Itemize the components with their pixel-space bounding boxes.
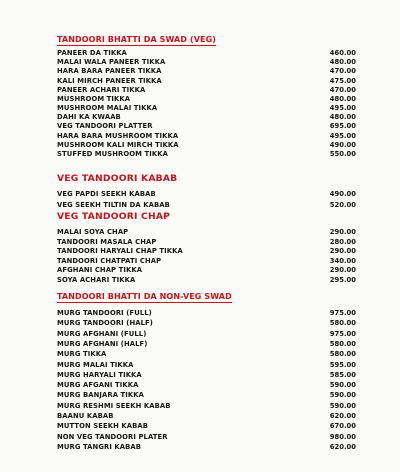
menu-item-name: HARA BARA MUSHROOM TIKKA xyxy=(57,131,179,140)
menu-item-price: 975.00 xyxy=(329,309,356,317)
section-title-text: TANDOORI BHATTI DA NON-VEG SWAD xyxy=(57,292,232,301)
menu-item-price: 580.00 xyxy=(329,350,356,359)
menu-item xyxy=(0,360,400,370)
menu-item-price: 280.00 xyxy=(329,237,356,246)
menu-item xyxy=(0,370,400,380)
menu-item-price: 595.00 xyxy=(329,360,356,369)
menu-item xyxy=(0,275,400,285)
menu-item-name: MURG TANDOORI (HALF) xyxy=(57,319,153,328)
menu-item xyxy=(0,265,400,275)
menu-item-price: 695.00 xyxy=(329,122,356,131)
section-title-text: VEG TANDOORI KABAB xyxy=(57,173,178,184)
menu-item xyxy=(0,189,400,199)
menu-item-name: SOYA ACHARI TIKKA xyxy=(57,276,136,284)
menu-item-name: MURG HARYALI TIKKA xyxy=(57,370,142,379)
menu-item-name: PANEER DA TIKKA xyxy=(57,49,127,57)
menu-item-price: 290.00 xyxy=(329,228,356,236)
menu-item-name: MURG TIKKA xyxy=(57,350,107,359)
menu-item-name: DAHI KA KWAAB xyxy=(57,113,121,122)
menu-item-price: 980.00 xyxy=(329,432,356,441)
menu-item-price: 460.00 xyxy=(329,49,356,57)
menu-item-price: 495.00 xyxy=(329,104,356,113)
menu-item-price: 590.00 xyxy=(329,401,356,410)
menu-item-name: VEG TANDOORI PLATTER xyxy=(57,122,153,131)
menu-item-name: TANDOORI HARYALI CHAP TIKKA xyxy=(57,247,183,256)
menu-item-name: PANEER ACHARI TIKKA xyxy=(57,85,146,94)
menu-item-name: MURG RESHMI SEEKH KABAB xyxy=(57,401,171,410)
title-underline xyxy=(57,302,232,303)
menu-item-name: KALI MIRCH PANEER TIKKA xyxy=(57,76,162,85)
menu-item-name: HARA BARA PANEER TIKKA xyxy=(57,67,162,76)
menu-item-name: MURG AFGANI TIKKA xyxy=(57,381,139,390)
menu-item xyxy=(0,237,400,247)
menu-item-price: 475.00 xyxy=(329,76,356,85)
menu-item-price: 470.00 xyxy=(329,67,356,76)
menu-item-price: 590.00 xyxy=(329,381,356,390)
menu-item-name: MUTTON SEEKH KABAB xyxy=(57,422,148,431)
menu-item-price: 580.00 xyxy=(329,319,356,328)
menu-item xyxy=(0,318,400,328)
menu-item-name: AFGHANI CHAP TIKKA xyxy=(57,266,143,275)
menu-item-price: 495.00 xyxy=(329,131,356,140)
menu-item-price: 480.00 xyxy=(329,113,356,122)
menu-item xyxy=(0,329,400,339)
menu-item xyxy=(0,200,400,210)
menu-item-price: 620.00 xyxy=(329,442,356,451)
menu-item-price: 590.00 xyxy=(329,391,356,400)
menu-item xyxy=(0,246,400,256)
menu-item-name: MUSHROOM TIKKA xyxy=(57,94,131,103)
section-title-text: TANDOORI BHATTI DA SWAD (VEG) xyxy=(57,35,217,44)
section-title xyxy=(57,35,216,44)
menu-item-price: 470.00 xyxy=(329,85,356,94)
menu-item xyxy=(0,411,400,421)
menu-item-price: 290.00 xyxy=(329,247,356,256)
title-underline xyxy=(57,45,216,46)
menu-item-name: MURG MALAI TIKKA xyxy=(57,360,134,369)
menu-item xyxy=(0,149,400,159)
menu-item-price: 975.00 xyxy=(329,329,356,338)
menu-item-name: MURG AFGHANI (HALF) xyxy=(57,339,148,348)
menu-item-price: 490.00 xyxy=(329,140,356,149)
section-title xyxy=(57,292,232,301)
menu-item-name: TANDOORI MASALA CHAP xyxy=(57,237,157,246)
menu-item-name: TANDOORI CHATPATI CHAP xyxy=(57,256,162,265)
menu-item-name: MURG BANJARA TIKKA xyxy=(57,391,144,400)
menu-item xyxy=(0,380,400,390)
menu-item-name: MURG TANGRI KABAB xyxy=(57,442,142,451)
menu-item-price: 670.00 xyxy=(329,422,356,431)
menu-item-price: 620.00 xyxy=(329,412,356,420)
menu-item-price: 480.00 xyxy=(329,58,356,67)
menu-item xyxy=(0,442,400,452)
menu-item-price: 290.00 xyxy=(329,266,356,275)
menu-item-price: 480.00 xyxy=(329,94,356,103)
menu-item-price: 580.00 xyxy=(329,339,356,348)
menu-item xyxy=(0,349,400,359)
menu-item xyxy=(0,339,400,349)
menu-item-name: MUSHROOM KALI MIRCH TIKKA xyxy=(57,140,179,149)
menu-item-price: 585.00 xyxy=(329,370,356,379)
menu-item-name: VEG PAPDI SEEKH KABAB xyxy=(57,190,156,198)
menu-item-price: 490.00 xyxy=(329,190,356,198)
menu-item-name: MURG TANDOORI (FULL) xyxy=(57,309,152,317)
menu-item-name: BAANU KABAB xyxy=(57,412,114,420)
menu-item xyxy=(0,256,400,266)
menu-item xyxy=(0,421,400,431)
menu-item-name: NON VEG TANDOORI PLATER xyxy=(57,432,168,441)
section-title xyxy=(57,173,177,184)
menu-item-name: MALAI SOYA CHAP xyxy=(57,228,129,236)
menu-item xyxy=(0,308,400,318)
menu-item-price: 520.00 xyxy=(329,201,356,209)
menu-item-name: VEG SEEKH TILTIN DA KABAB xyxy=(57,201,170,209)
menu-item-name: MALAI WALA PANEER TIKKA xyxy=(57,58,166,67)
menu-item-name: MUSHROOM MALAI TIKKA xyxy=(57,104,158,113)
menu-item-price: 340.00 xyxy=(329,256,356,265)
section-title xyxy=(57,211,170,222)
menu-item-price: 550.00 xyxy=(329,149,356,158)
section-title-text: VEG TANDOORI CHAP xyxy=(57,211,171,222)
menu-item xyxy=(0,401,400,411)
menu-item-name: STUFFED MUSHROOM TIKKA xyxy=(57,149,168,158)
menu-item xyxy=(0,227,400,237)
menu-item xyxy=(0,432,400,442)
menu-item-name: MURG AFGHANI (FULL) xyxy=(57,329,147,338)
menu-item xyxy=(0,390,400,400)
menu-item-price: 295.00 xyxy=(329,276,356,284)
